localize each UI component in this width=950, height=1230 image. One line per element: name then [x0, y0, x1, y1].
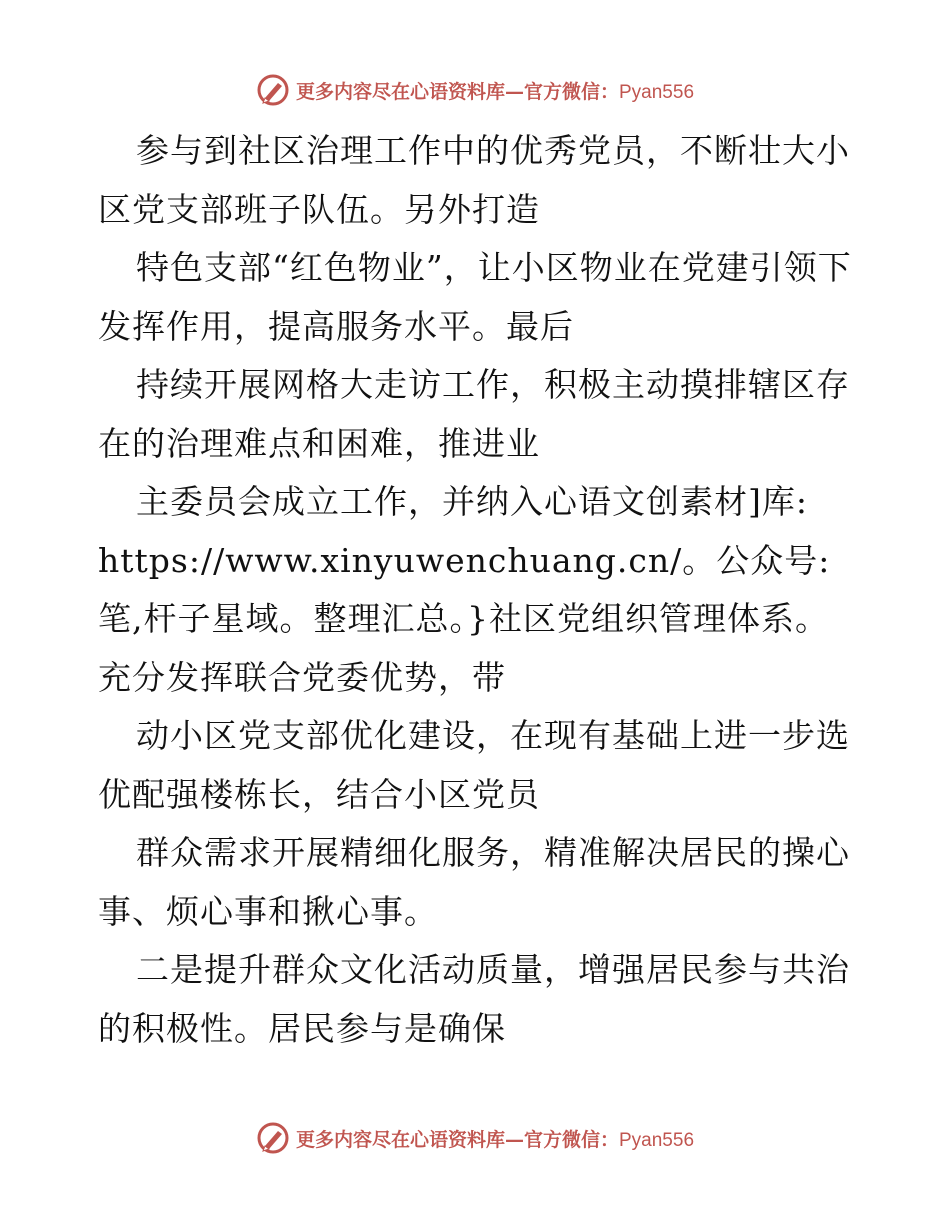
- footer-watermark-text: 更多内容尽在心语资料库—官方微信：Pyan556: [295, 1128, 695, 1151]
- paragraph-6: 群众需求开展精细化服务，精准解决居民的操心事、烦心事和揪心事。: [98, 833, 850, 931]
- header-watermark: [0, 70, 950, 110]
- paragraph-2: 特色支部“红色物业”，让小区物业在党建引领下发挥作用，提高服务水平。最后: [98, 248, 852, 346]
- paragraph-4: 主委员会成立工作，并纳入心语文创素材]库: https://www.xinyuwenchuang.cn/。公众号: 笔,杆子星域。整理汇总。}社区党组织管理体系。充分发挥联合党委优势，带: [98, 482, 831, 697]
- paragraph-3: 持续开展网格大走访工作，积极主动摸排辖区存在的治理难点和困难，推进业: [98, 365, 850, 463]
- header-watermark-text: 更多内容尽在心语资料库—官方微信：Pyan556: [295, 80, 695, 103]
- pen-logo-icon: [256, 73, 290, 107]
- footer-watermark: [0, 1118, 950, 1158]
- paragraph-1: 参与到社区治理工作中的优秀党员，不断壮大小区党支部班子队伍。另外打造: [98, 131, 850, 229]
- pen-logo-icon: [256, 1121, 290, 1155]
- document-body: [98, 122, 858, 1058]
- paragraph-5: 动小区党支部优化建设，在现有基础上进一步选优配强楼栋长，结合小区党员: [98, 716, 850, 814]
- paragraph-7: 二是提升群众文化活动质量，增强居民参与共治的积极性。居民参与是确保: [98, 950, 850, 1048]
